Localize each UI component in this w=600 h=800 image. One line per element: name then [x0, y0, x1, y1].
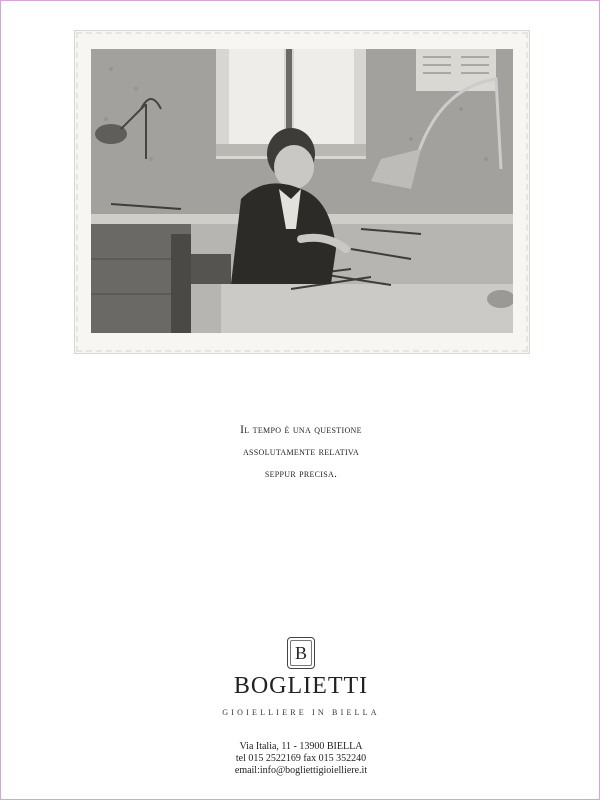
- jeweler-at-workbench-image: [91, 49, 513, 333]
- tagline-line-1: Il tempo è una questione: [240, 424, 362, 436]
- phone-fax: tel 015 2522169 fax 015 352240: [235, 753, 367, 764]
- brand-subtitle: GIOIELLIERE IN BIELLA: [222, 708, 380, 717]
- tagline-line-2: assolutamente relativa: [242, 446, 360, 458]
- street-address: Via Italia, 11 - 13900 BIELLA: [239, 741, 363, 752]
- tagline-line-3: seppur precisa.: [264, 468, 338, 480]
- email-address[interactable]: email:info@bogliettigioielliere.it: [234, 765, 368, 776]
- vintage-photo-frame: [75, 31, 529, 353]
- brand-monogram-logo: [287, 637, 315, 669]
- tagline: [1, 419, 600, 485]
- brand-monogram: B: [294, 643, 307, 663]
- workshop-photo: [91, 49, 513, 333]
- brand-block: [1, 637, 600, 717]
- contact-block: [1, 741, 600, 777]
- brand-name: BOGLIETTI: [233, 673, 369, 699]
